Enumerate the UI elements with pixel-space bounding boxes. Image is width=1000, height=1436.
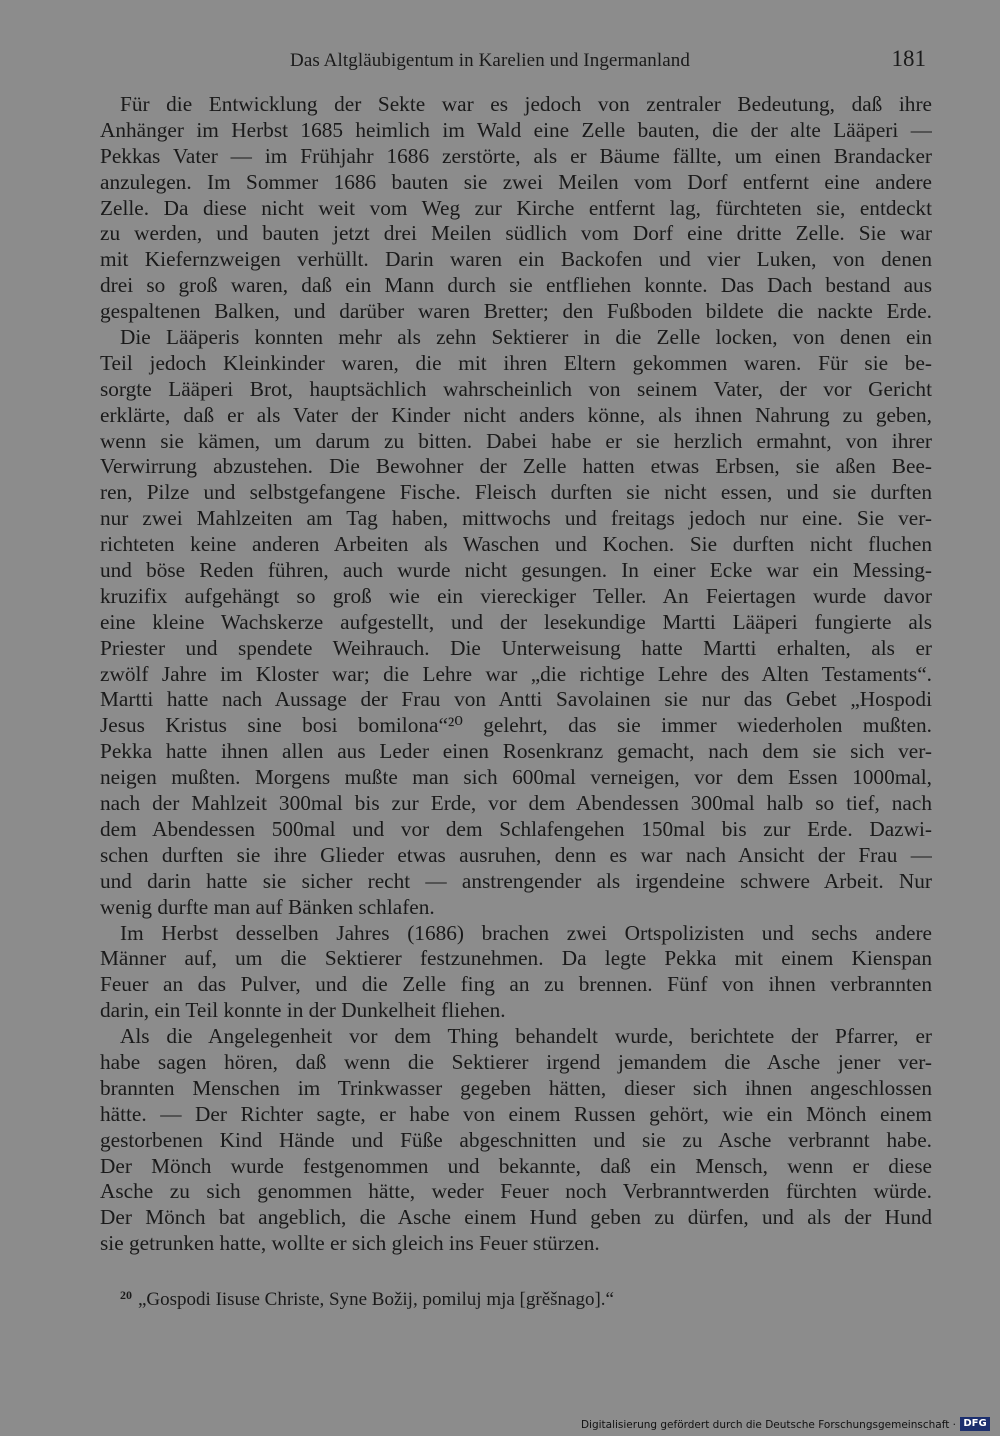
footnote-marker: 20 [120, 1288, 132, 1302]
text-line: Teil jedoch Kleinkinder waren, die mit ihren Eltern gekommen waren. Für sie be- [100, 350, 932, 375]
text-line: Pekka hatte ihnen allen aus Leder einen Rosenkranz gemacht, nach dem sie sich ver- [100, 739, 932, 764]
text-line: Im Herbst desselben Jahres (1686) brachen zwei Ortspolizisten und sechs andere [120, 920, 932, 945]
text-line: erklärte, daß er als Vater der Kinder nicht anders könne, als ihnen Nahrung zu geben, [100, 402, 932, 427]
text-line: Asche zu sich genommen hätte, weder Feuer noch Verbranntwerden fürchten würde. [100, 1179, 932, 1204]
page-number: 181 [891, 46, 926, 71]
text-line: Zelle. Da diese nicht weit vom Weg zur Kirche entfernt lag, fürchteten sie, entdeckt [100, 195, 932, 220]
text-line: wenig durfte man auf Bänken schlafen. [100, 894, 435, 919]
text-line: nach der Mahlzeit 300mal bis zur Erde, vor dem Abendessen 300mal halb so tief, nach [100, 791, 932, 816]
text-line: zu werden, und bauten jetzt drei Meilen südlich vom Dorf eine dritte Zelle. Sie war [100, 221, 932, 246]
text-line: brannten Menschen im Trinkwasser gegeben hätten, dieser sich ihnen angeschlossen [100, 1075, 932, 1100]
paragraph-3 [100, 921, 932, 1025]
text-line: drei so groß waren, daß ein Mann durch sie entfliehen konnte. Das Dach bestand aus [100, 273, 932, 298]
text-line: eine kleine Wachskerze aufgestellt, und der lesekundige Martti Lääperi fungierte als [100, 609, 932, 634]
paragraph-4 [100, 1024, 932, 1257]
text-line: Feuer an das Pulver, und die Zelle fing an zu brennen. Fünf von ihnen verbrannten [100, 972, 932, 997]
paragraph-2 [100, 325, 932, 920]
text-line: darin, ein Teil konnte in der Dunkelheit fliehen. [100, 998, 506, 1023]
text-line: habe sagen hören, daß wenn die Sektierer irgend jemandem die Asche jener ver- [100, 1049, 932, 1074]
text-line: anzulegen. Im Sommer 1686 bauten sie zwei Meilen vom Dorf entfernt eine andere [100, 169, 932, 194]
footnote-text: „Gospodi Iisuse Christe, Syne Božij, pomiluj mja [grěšnago].“ [138, 1289, 614, 1310]
text-line: ren, Pilze und selbstgefangene Fische. Fleisch durften sie nicht essen, und sie durften [100, 480, 932, 505]
text-line: Martti hatte nach Aussage der Frau von Antti Savolainen sie nur das Gebet „Hospodi [100, 687, 932, 712]
text-line: sorgte Lääperi Brot, hauptsächlich wahrscheinlich von seinem Vater, der vor Gericht [100, 376, 932, 401]
text-line: gestorbenen Kind Hände und Füße abgeschnitten und sie zu Asche verbrannt habe. [100, 1127, 932, 1152]
body-text [100, 92, 932, 1257]
text-line: sie getrunken hatte, wollte er sich gleich ins Feuer stürzen. [100, 1231, 600, 1256]
text-line: und darin hatte sie sicher recht — anstrengender als irgendeine schwere Arbeit. Nur [100, 868, 932, 893]
text-line: Für die Entwicklung der Sekte war es jedoch von zentraler Bedeutung, daß ihre [120, 92, 932, 116]
text-line: Der Mönch wurde festgenommen und bekannte, daß ein Mensch, wenn er diese [100, 1153, 932, 1178]
text-line: kruzifix aufgehängt so groß wie ein viereckiger Teller. An Feiertagen wurde davor [100, 583, 932, 608]
text-line: gespaltenen Balken, und darüber waren Bretter; den Fußboden bildete die nackte Erde. [100, 299, 932, 324]
text-line: und böse Reden führen, auch wurde nicht gesungen. In einer Ecke war ein Messing- [100, 558, 932, 583]
text-line: Verwirrung abzustehen. Die Bewohner der Zelle hatten etwas Erbsen, sie aßen Bee- [100, 454, 932, 479]
dfg-logo: DFG [960, 1417, 990, 1431]
text-line: mit Kiefernzweigen verhüllt. Darin waren ein Backofen und vier Luken, von denen [100, 247, 932, 272]
text-line: wenn sie kämen, um darum zu bitten. Dabei habe er sie herzlich ermahnt, von ihrer [100, 428, 932, 453]
text-line: Als die Angelegenheit vor dem Thing behandelt wurde, berichtete der Pfarrer, er [120, 1024, 932, 1049]
text-line: schen durften sie ihre Glieder etwas ausruhen, denn es war nach Ansicht der Frau — [100, 842, 932, 867]
text-line: Pekkas Vater — im Frühjahr 1686 zerstörte, als er Bäume fällte, um einen Brandacker [100, 143, 932, 168]
text-line: hätte. — Der Richter sagte, er habe von einem Russen gehört, wie ein Mönch einem [100, 1101, 932, 1126]
text-line: Jesus Kristus sine bosi bomilona“²⁰ gelehrt, das sie immer wiederholen mußten. [100, 713, 932, 738]
page-header [100, 46, 928, 76]
running-title: Das Altgläubigentum in Karelien und Ingermanland [290, 50, 691, 71]
footnote [120, 1288, 820, 1311]
text-line: Die Lääperis konnten mehr als zehn Sektierer in die Zelle locken, von denen ein [120, 325, 932, 350]
text-line: dem Abendessen 500mal und vor dem Schlafengehen 150mal bis zur Erde. Dazwi- [100, 816, 932, 841]
text-line: zwölf Jahre im Kloster war; die Lehre war „die richtige Lehre des Alten Testaments“. [100, 661, 932, 686]
text-line: Der Mönch bat angeblich, die Asche einem Hund geben zu dürfen, und als der Hund [100, 1205, 932, 1230]
text-line: richteten keine anderen Arbeiten als Waschen und Kochen. Sie durften nicht fluchen [100, 532, 932, 557]
text-line: Priester und spendete Weihrauch. Die Unterweisung hatte Martti erhalten, als er [100, 635, 932, 660]
digitization-credit: Digitalisierung gefördert durch die Deutsche Forschungsgemeinschaft · [580, 1419, 956, 1431]
paragraph-1 [100, 92, 932, 325]
text-line: Anhänger im Herbst 1685 heimlich im Wald eine Zelle bauten, die der alte Lääperi — [100, 117, 932, 142]
text-line: Männer auf, um die Sektierer festzunehmen. Da legte Pekka mit einem Kienspan [100, 946, 932, 971]
text-line: neigen mußten. Morgens mußte man sich 600mal verneigen, vor dem Essen 1000mal, [100, 765, 932, 790]
text-line: nur zwei Mahlzeiten am Tag haben, mittwochs und freitags jedoch nur eine. Sie ver- [100, 506, 932, 531]
